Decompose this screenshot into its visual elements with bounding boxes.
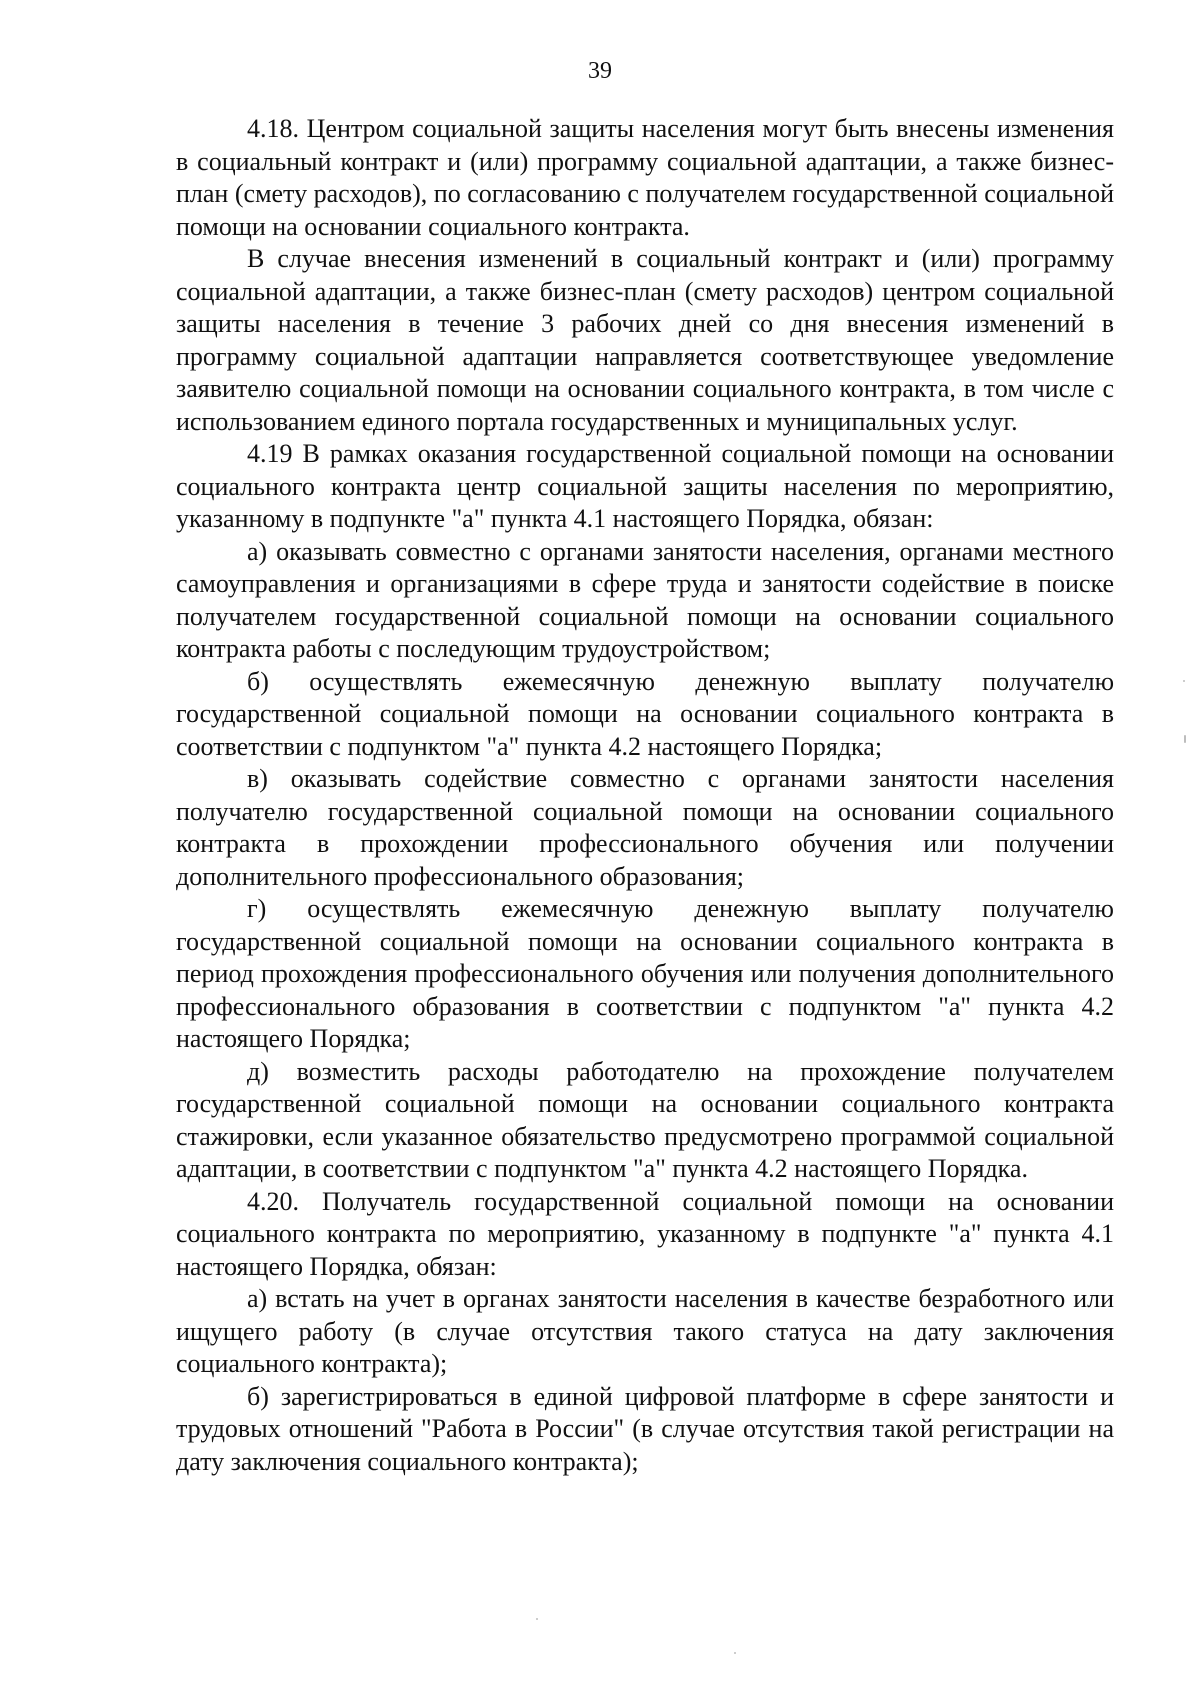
paragraph-4-20: 4.20. Получатель государственной социальной помощи на основании социального контракта по мероприятию, указанному в подпункте "а" пункта 4.1 настоящего Порядка, обязан: [176, 1186, 1114, 1281]
page-number: 39 [588, 58, 612, 84]
document-body [176, 113, 1114, 1478]
paragraph-4-19-b: б) осуществлять ежемесячную денежную выплату получателю государственной социальной помощи на основании социального контракта в соответствии с подпунктом "а" пункта 4.2 настоящего Порядка; [176, 666, 1114, 761]
paragraph-4-20-b: б) зарегистрироваться в единой цифровой платформе в сфере занятости и трудовых отношений "Работа в России" (в случае отсутствия такой регистрации на дату заключения социального контракта); [176, 1381, 1114, 1476]
paragraph-4-19: 4.19 В рамках оказания государственной социальной помощи на основании социального контракта центр социальной защиты населения по мероприятию, указанному в подпункте "а" пункта 4.1 настоящего Порядка, обязан: [176, 439, 1114, 533]
paragraph-4-19-g: г) осуществлять ежемесячную денежную выплату получателю государственной социальной помощи на основании социального контракта в период прохождения профессионального обучения или получения дополнительного профессионального образования в соответствии с подпунктом "а" пункта 4.2 настоящего Порядка; [176, 894, 1114, 1053]
paragraph-4-19-a: а) оказывать совместно с органами занятости населения, органами местного самоуправления и организациями в сфере труда и занятости содействие в поиске получателем государственной социальной помощи на основании социального контракта работы с последующим трудоустройством; [176, 536, 1114, 663]
paragraph-4-19-v: в) оказывать содействие совместно с органами занятости населения получателю государственной социальной помощи на основании социального контракта в прохождении профессионального обучения или получении дополнительного профессионального образования; [176, 764, 1114, 891]
scan-speck [1183, 680, 1185, 682]
paragraph-changes-notice: В случае внесения изменений в социальный контракт и (или) программу социальной адаптации, а также бизнес-план (смету расходов) центром социальной защиты населения в течение 3 рабочих дней со дня внесения изменений в программу социальной адаптации направляется соответствующее уведомление заявителю социальной помощи на основании социального контракта, в том числе с использованием единого портала государственных и муниципальных услуг. [176, 244, 1114, 436]
paragraph-4-20-a: а) встать на учет в органах занятости населения в качестве безработного или ищущего работу (в случае отсутствия такого статуса на дату заключения социального контракта); [176, 1284, 1114, 1378]
paragraph-4-19-d: д) возместить расходы работодателю на прохождение получателем государственной социальной помощи на основании социального контракта стажировки, если указанное обязательство предусмотрено программой социальной адаптации, в соответствии с подпунктом "а" пункта 4.2 настоящего Порядка. [176, 1056, 1114, 1183]
scan-speck [734, 1652, 736, 1654]
paragraph-4-18: 4.18. Центром социальной защиты населения могут быть внесены изменения в социальный контракт и (или) программу социальной адаптации, а также бизнес-план (смету расходов), по согласованию с получателем государственной социальной помощи на основании социального контракта. [176, 114, 1114, 241]
scan-speck [536, 1618, 538, 1620]
scan-speck [1184, 735, 1186, 743]
